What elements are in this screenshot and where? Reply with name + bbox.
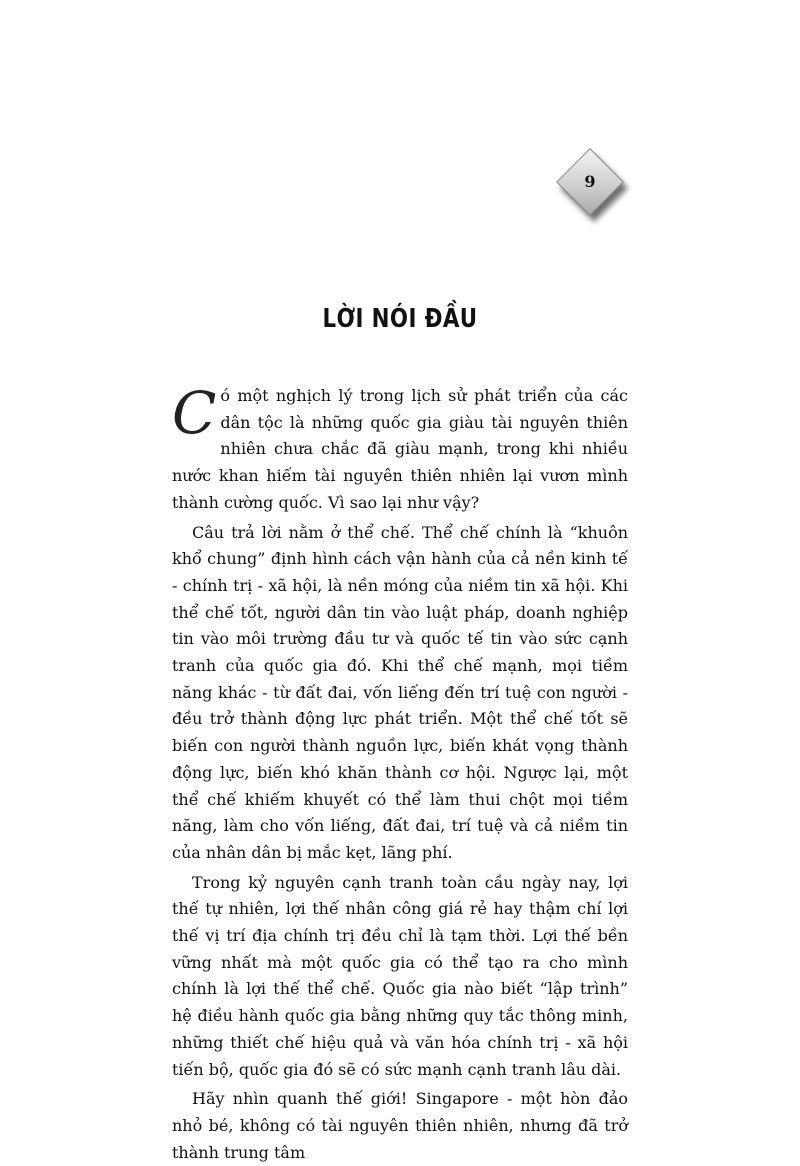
page-number-badge bbox=[556, 148, 628, 220]
paragraph-4: Hãy nhìn quanh thế giới! Singapore - một hòn đảo nhỏ bé, không có tài nguyên thiên nhiên, nhưng đã trở thành trung tâm bbox=[172, 1089, 628, 1162]
body-text bbox=[172, 379, 628, 1166]
paragraph-2: Câu trả lời nằm ở thể chế. Thể chế chính là “khuôn khổ chung” định hình cách vận hành của cả nền kinh tế - chính trị - xã hội, là nền móng của niềm tin xã hội. Khi thể chế tốt, người dân tin vào luật pháp, doanh nghiệp tin vào môi trường đầu tư và quốc tế tin vào sức cạnh tranh của quốc gia đó. Khi thể chế mạnh, mọi tiềm năng khác - từ đất đai, vốn liếng đến trí tuệ con người - đều trở thành động lực phát triển. Một thể chế tốt sẽ biến con người thành nguồn lực, biến khát vọng thành động lực, biến khó khăn thành cơ hội. Ngược lại, một thể chế khiếm khuyết có thể làm thui chột mọi tiềm năng, làm cho vốn liếng, đất đai, trí tuệ và cả niềm tin của nhân dân bị mắc kẹt, lãng phí. bbox=[172, 522, 628, 862]
paragraph-3: Trong kỷ nguyên cạnh tranh toàn cầu ngày nay, lợi thế tự nhiên, lợi thế nhân công giá rẻ hay thậm chí lợi thế vị trí địa chính trị đều chỉ là tạm thời. Lợi thế bền vững nhất mà một quốc gia có thể tạo ra cho mình chính là lợi thế thể chế. Quốc gia nào biết “lập trình” hệ điều hành quốc gia bằng những quy tắc thông minh, những thiết chế hiệu quả và văn hóa chính trị - xã hội tiến bộ, quốc gia đó sẽ có sức mạnh cạnh tranh lâu dài. bbox=[172, 872, 628, 1079]
paragraph-1-text: ó một nghịch lý trong lịch sử phát triển của các dân tộc là những quốc gia giàu tài nguyên thiên nhiên chưa chắc đã giàu mạnh, trong khi nhiều nước khan hiếm tài nguyên thiên nhiên lại vươn mình thành cường quốc. Vì sao lại như vậy? bbox=[172, 386, 628, 512]
paragraph-1 bbox=[172, 379, 628, 517]
drop-cap: C bbox=[172, 379, 217, 447]
page-number: 9 bbox=[584, 172, 596, 191]
chapter-title: LỜI NÓI ĐẦU bbox=[322, 304, 478, 334]
